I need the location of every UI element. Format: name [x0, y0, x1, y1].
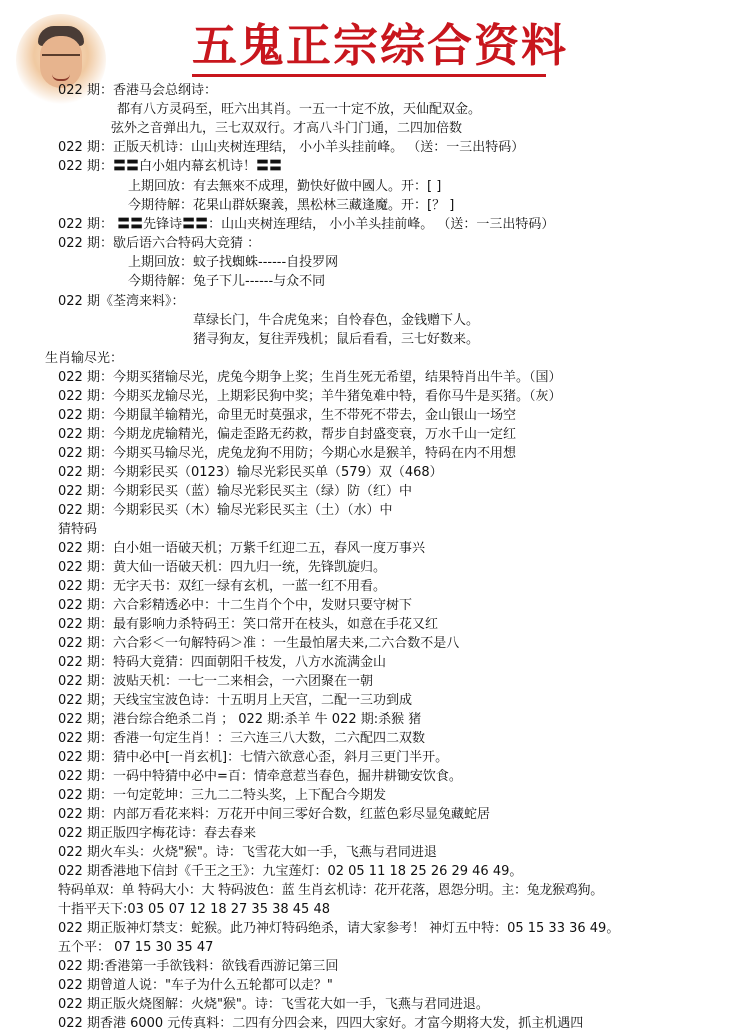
text-line: 022 期：正版天机诗：山山夹树连理结， 小小羊头挂前峰。 （送：一三出特码） — [58, 140, 525, 155]
text-line: 022 期：六合彩＜一句解特码＞准 ：一生最怕屠夫来,二六合数不是八 — [58, 636, 460, 651]
page-title: 五鬼正宗综合资料 — [192, 19, 569, 72]
text-line: 022 期：今期龙虎输精光，偏走歪路无药救，帮步自封盛变衰，万水千山一定红 — [58, 427, 516, 442]
text-line: 上期回放：蚊子找蜘蛛------自投罗网 — [128, 255, 339, 270]
text-line: 022 期：今期彩民买（0123）输尽光彩民买单（579）双（468） — [58, 465, 443, 480]
text-line: 022 期：〓〓白小姐内幕玄机诗！〓〓 — [58, 159, 282, 174]
text-line: 022 期曾道人说："车子为什么五轮都可以走？" — [58, 978, 333, 993]
text-line: 022 期：今期彩民买（木）输尽光彩民买主（土）（水）中 — [58, 503, 393, 518]
text-line: 022 期《荃湾来料》： — [58, 294, 185, 309]
text-line: 022 期：香港一句定生肖！：三六连三八大数，二六配四二双数 — [58, 731, 425, 746]
text-line: 猪寻狗友，复往弄残机；鼠后看看，三七好数来。 — [193, 332, 480, 347]
text-line: 022 期：今期买龙输尽光，上期彩民狗中奖；羊牛猪兔难中特，看你马牛是买猪。（灰） — [58, 389, 562, 404]
text-line: 022 期香港 6000 元传真料：二四有分四会来，四四大家好。才富今期将大发，抓主机遇四 — [58, 1016, 584, 1031]
text-line: 022 期正版四字梅花诗：春去春来 — [58, 826, 256, 841]
text-line: 022 期：波贴天机：一七一二来相会，一六团聚在一朝 — [58, 674, 373, 689]
text-line: 022 期：一码中特猜中必中=百：情牵意惹当春色，掘井耕锄安饮食。 — [58, 769, 462, 784]
avatar-glasses — [42, 54, 80, 64]
text-line: 上期回放：有去無來不成理，勤快好做中國人。开：[ ] — [128, 179, 442, 194]
text-line: 弦外之音弹出九，三七双双行。才高八斗门门通，二四加倍数 — [111, 121, 463, 136]
text-line: 022 期：最有影响力杀特码王：笑口常开在枝头，如意在手花又红 — [58, 617, 438, 632]
text-line: 022 期；港台综合绝杀二肖 ； 022 期:杀羊 牛 022 期:杀猴 猪 — [58, 712, 422, 727]
text-line: 022 期火车头：火烧"猴"。诗：飞雪花大如一手，飞燕与君同进退 — [58, 845, 437, 860]
text-line: 022 期：黄大仙一语破天机：四九归一统，先锋凯旋归。 — [58, 560, 386, 575]
text-line: 022 期：内部万看花来料：万花开中间三零好合数，红蓝色彩尽显兔藏蛇居 — [58, 807, 490, 822]
title-underline — [192, 74, 546, 77]
text-line: 022 期:香港第一手欲钱料：欲钱看西游记第三回 — [58, 959, 339, 974]
text-line: 022 期：特码大竟猜：四面朝阳千枝发，八方水流满金山 — [58, 655, 386, 670]
text-line: 五个平： 07 15 30 35 47 — [58, 940, 214, 955]
text-line: 今期待解：花果山群妖聚義，黑松林三藏逢魔。开：[？ ] — [128, 198, 455, 213]
section-heading: 生肖输尽光： — [45, 351, 124, 366]
text-line: 022 期：一句定乾坤：三九二二特头奖，上下配合今期发 — [58, 788, 386, 803]
text-line: 022 期：今期彩民买（蓝）输尽光彩民买主（绿）防（红）中 — [58, 484, 412, 499]
text-line: 今期待解：兔子下儿------与众不同 — [128, 274, 326, 289]
text-line: 022 期：歇后语六合特码大竞猜 ： — [58, 236, 261, 251]
text-line: 022 期；天线宝宝波色诗：十五明月上天宫，二配一三功到成 — [58, 693, 412, 708]
text-line: 022 期：白小姐一语破天机；万紫千红迎二五，春风一度万事兴 — [58, 541, 425, 556]
text-line: 022 期：今期买马输尽光，虎兔龙狗不用防；今期心水是猴羊，特码在内不用想 — [58, 446, 516, 461]
text-line: 022 期：猜中必中[一肖玄机]：七情六欲意心歪，斜月三更门半开。 — [58, 750, 449, 765]
text-line: 022 期香港地下信封《千王之王》：九宝莲灯：02 05 11 18 25 26 29 46 49。 — [58, 864, 523, 879]
text-line: 特码单双：单 特码大小：大 特码波色：蓝 生肖玄机诗：花开花落，恩怨分明。主：兔龙猴鸡狗。 — [58, 883, 603, 898]
text-line: 十指平天下:03 05 07 12 18 27 35 38 45 48 — [58, 902, 330, 917]
section-heading: 猜特码 — [58, 522, 98, 537]
text-line: 022 期： 〓〓先锋诗〓〓：山山夹树连理结， 小小羊头挂前峰。 （送：一三出特码） — [58, 217, 555, 232]
text-line: 022 期：无字天书：双红一绿有玄机，一蓝一红不用看。 — [58, 579, 386, 594]
text-line: 022 期：香港马会总纲诗： — [58, 83, 217, 98]
text-line: 022 期：六合彩精透必中：十二生肖个个中，发财只要守树下 — [58, 598, 412, 613]
text-line: 草绿长门，牛合虎兔来；自怜春色，金钱赠下人。 — [193, 313, 480, 328]
text-line: 022 期正版神灯禁支：蛇猴。此乃神灯特码绝杀，请大家参考！ 神灯五中特：05 15 33 36 49。 — [58, 921, 620, 936]
text-line: 022 期：今期鼠羊输精光，命里无时莫强求，生不带死不带去，金山银山一场空 — [58, 408, 516, 423]
text-line: 022 期正版火烧图解：火烧"猴"。诗：飞雪花大如一手，飞燕与君同进退。 — [58, 997, 489, 1012]
text-line: 都有八方灵码至，旺六出其肖。一五一十定不放，天仙配双金。 — [117, 102, 482, 117]
text-line: 022 期：今期买猪输尽光，虎兔今期争上奖；生肖生死无希望，结果特肖出牛羊。（国） — [58, 370, 562, 385]
